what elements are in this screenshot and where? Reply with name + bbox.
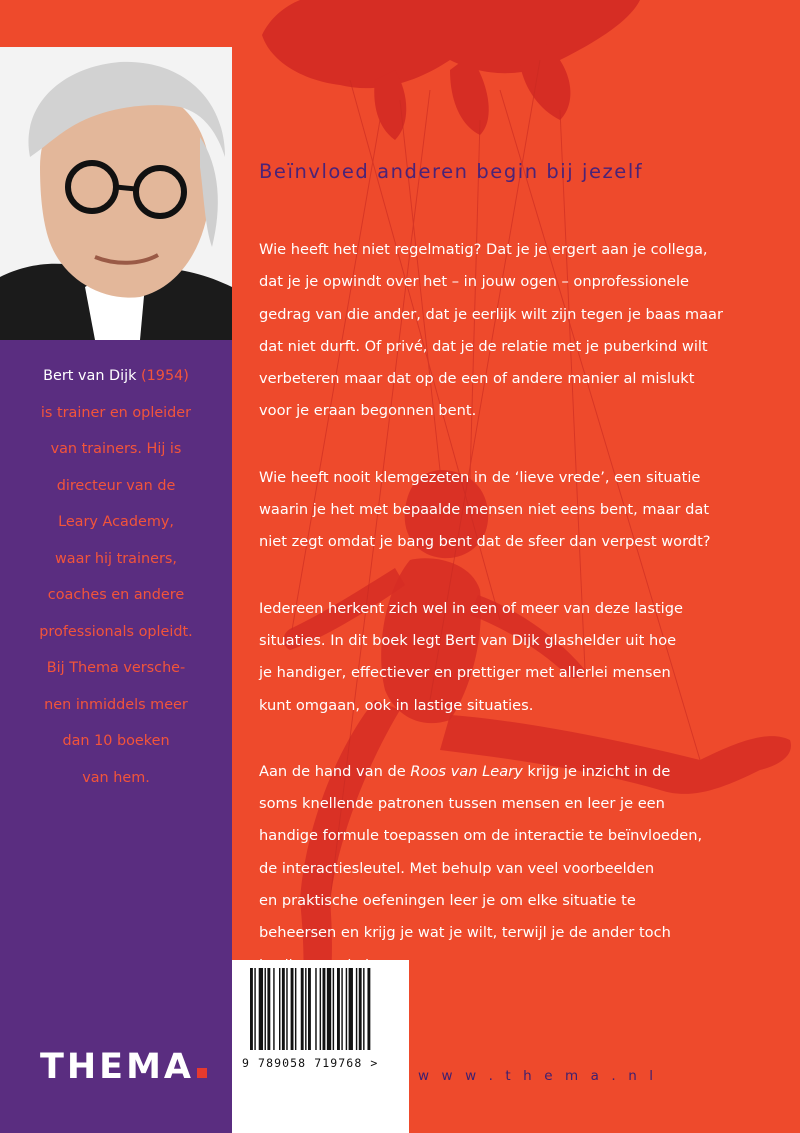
barcode-bar bbox=[341, 968, 342, 1050]
publisher-website: w w w . t h e m a . n l bbox=[418, 1068, 658, 1084]
bio-line: Bij Thema versche- bbox=[46, 660, 186, 676]
barcode-bar bbox=[259, 968, 263, 1050]
book-reference: Roos van Leary bbox=[410, 762, 523, 780]
author-sidebar bbox=[0, 340, 232, 1133]
barcode-bar bbox=[327, 968, 331, 1050]
barcode-bar bbox=[254, 968, 255, 1050]
barcode-bar bbox=[291, 968, 294, 1050]
bio-line: van hem. bbox=[82, 769, 150, 786]
bio-line: dan 10 boeken bbox=[62, 733, 170, 749]
barcode-bar bbox=[359, 968, 362, 1050]
blurb-line bbox=[259, 756, 779, 788]
blurb-line: en praktische oefeningen leer je om elke situatie te bbox=[259, 892, 636, 910]
barcode-bar bbox=[333, 968, 334, 1050]
bio-line: nen inmiddels meer bbox=[44, 696, 188, 713]
bio-line: van trainers. Hij is bbox=[50, 441, 182, 457]
blurb-paragraph-3 bbox=[259, 593, 779, 722]
barcode-bar bbox=[356, 968, 357, 1050]
barcode-bar bbox=[250, 968, 253, 1050]
bio-line: directeur van de bbox=[56, 477, 176, 494]
barcode-bar bbox=[279, 968, 280, 1050]
barcode-bar bbox=[346, 968, 347, 1050]
barcode-bar bbox=[295, 968, 296, 1050]
barcode-bar bbox=[367, 968, 370, 1050]
barcode-bar bbox=[286, 968, 287, 1050]
author-portrait bbox=[0, 47, 232, 340]
barcode-icon bbox=[232, 960, 409, 1060]
blurb-line: Wie heeft nooit klemgezeten in de ‘lieve vrede’, een situatie bbox=[259, 468, 701, 486]
author-portrait-illustration bbox=[0, 47, 232, 340]
bio-line: is trainer en opleider bbox=[40, 404, 192, 421]
barcode-bar bbox=[308, 968, 311, 1050]
isbn-number: 9 789058 719768 > bbox=[242, 1056, 379, 1070]
barcode-bar bbox=[323, 968, 326, 1050]
blurb-line: handige formule toepassen om de interactie te beïnvloeden, bbox=[259, 827, 703, 845]
author-year: (1954) bbox=[141, 368, 189, 384]
blurb-text: krijg je inzicht in de bbox=[522, 762, 671, 780]
blurb-line: je handiger, effectiever en prettiger met allerlei mensen bbox=[259, 664, 671, 682]
blurb-paragraph-4 bbox=[259, 756, 779, 982]
blurb-line: soms knellende patronen tussen mensen en leer je een bbox=[259, 795, 665, 813]
blurb-line: niet zegt omdat je bang bent dat de sfeer dan verpest wordt? bbox=[259, 533, 711, 551]
blurb-line: de interactiesleutel. Met behulp van veel voorbeelden bbox=[259, 859, 655, 877]
blurb-line: situaties. In dit boek legt Bert van Dijk glashelder uit hoe bbox=[259, 631, 677, 649]
blurb bbox=[259, 234, 779, 1016]
barcode-bar bbox=[301, 968, 304, 1050]
barcode bbox=[232, 960, 409, 1133]
bio-line: coaches en andere bbox=[47, 587, 185, 603]
barcode-bar bbox=[273, 968, 274, 1050]
blurb-line: dat niet durft. Of privé, dat je de relatie met je puberkind wilt bbox=[259, 337, 708, 355]
bio-line: professionals opleidt. bbox=[39, 623, 193, 640]
bio-line: Leary Academy, bbox=[58, 514, 174, 530]
barcode-bar bbox=[320, 968, 321, 1050]
blurb-line: voor je eraan begonnen bent. bbox=[259, 402, 477, 420]
blurb-paragraph-1 bbox=[259, 234, 779, 428]
publisher-logo bbox=[40, 1047, 207, 1087]
author-bio bbox=[16, 358, 216, 796]
barcode-bar bbox=[363, 968, 364, 1050]
barcode-bar bbox=[282, 968, 285, 1050]
blurb-line: kunt omgaan, ook in lastige situaties. bbox=[259, 696, 534, 714]
blurb-line: beheersen en krijg je wat je wilt, terwijl je de ander toch bbox=[259, 924, 671, 942]
blurb-line: Wie heeft het niet regelmatig? Dat je je ergert aan je collega, bbox=[259, 241, 708, 258]
blurb-text: Aan de hand van de bbox=[259, 762, 411, 780]
barcode-bar bbox=[337, 968, 340, 1050]
barcode-bar bbox=[267, 968, 270, 1050]
bio-line: waar hij trainers, bbox=[55, 550, 177, 567]
publisher-logo-text: THEMA bbox=[40, 1047, 194, 1087]
publisher-logo-dot-icon bbox=[197, 1068, 207, 1078]
barcode-bar bbox=[315, 968, 316, 1050]
blurb-line: gedrag van die ander, dat je eerlijk wilt zijn tegen je baas maar bbox=[259, 305, 723, 323]
blurb-line: dat je je opwindt over het – in jouw ogen – onprofessionele bbox=[259, 273, 690, 291]
barcode-bar bbox=[265, 968, 266, 1050]
author-name: Bert van Dijk bbox=[43, 368, 137, 384]
blurb-paragraph-2 bbox=[259, 462, 779, 559]
headline: Beïnvloed anderen begin bij jezelf bbox=[259, 160, 644, 183]
blurb-line: waarin je het met bepaalde mensen niet eens bent, maar dat bbox=[259, 501, 710, 519]
barcode-bar bbox=[305, 968, 306, 1050]
blurb-line: Iedereen herkent zich wel in een of meer van deze lastige bbox=[259, 599, 683, 617]
blurb-line: verbeteren maar dat op de een of andere manier al mislukt bbox=[259, 370, 695, 388]
barcode-bar bbox=[349, 968, 353, 1050]
